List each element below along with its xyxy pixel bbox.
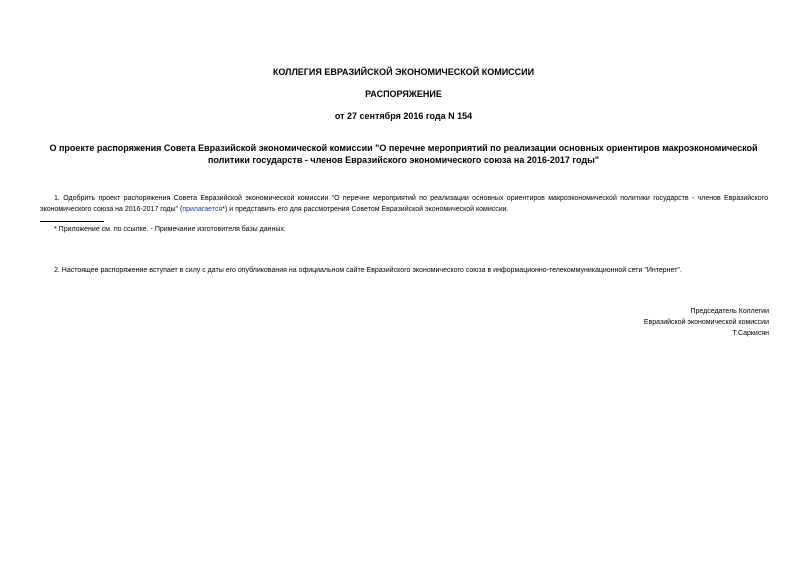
footnote-divider <box>40 221 104 222</box>
attachment-link[interactable]: прилагается <box>182 206 223 213</box>
document-title: О проекте распоряжения Совета Евразийской экономической комиссии "О перечне мероприятий по реализации основных ориентиров макроэкономической политики государств - членов Евразийского экономического союза на 2016-2017 годы" <box>49 143 758 165</box>
footnote: * Приложение см. по ссылке. - Примечание изготовителя базы данных. <box>54 226 286 233</box>
organization-heading: КОЛЛЕГИЯ ЕВРАЗИЙСКОЙ ЭКОНОМИЧЕСКОЙ КОМИССИИ <box>272 67 535 77</box>
paragraph-1 <box>40 193 768 215</box>
document-date-number: от 27 сентября 2016 года N 154 <box>334 111 473 121</box>
signature-organization: Евразийской экономической комиссии <box>643 319 769 326</box>
paragraph-2: 2. Настоящее распоряжение вступает в силу с даты его опубликования на официальном сайте Евразийского экономического союза в информационно-телекоммуникационной сети "Интернет". <box>54 267 682 274</box>
document-type-heading: РАСПОРЯЖЕНИЕ <box>365 89 442 99</box>
paragraph-1-text-start: 1. Одобрить проект распоряжения Совета Евразийской экономической комиссии "О перечне мероприятий по реализации основных ориентиров макроэкономической политики государств - членов Евразийского экономического союза на 2016-2017 годы" ( <box>40 195 768 213</box>
paragraph-1-text-end: *) и представить его для рассмотрения Советом Евразийской экономической комиссии. <box>222 206 509 213</box>
signature-block <box>644 306 769 339</box>
signature-name: Т.Саркисян <box>732 330 769 337</box>
signature-title: Председатель Коллегии <box>690 308 769 315</box>
